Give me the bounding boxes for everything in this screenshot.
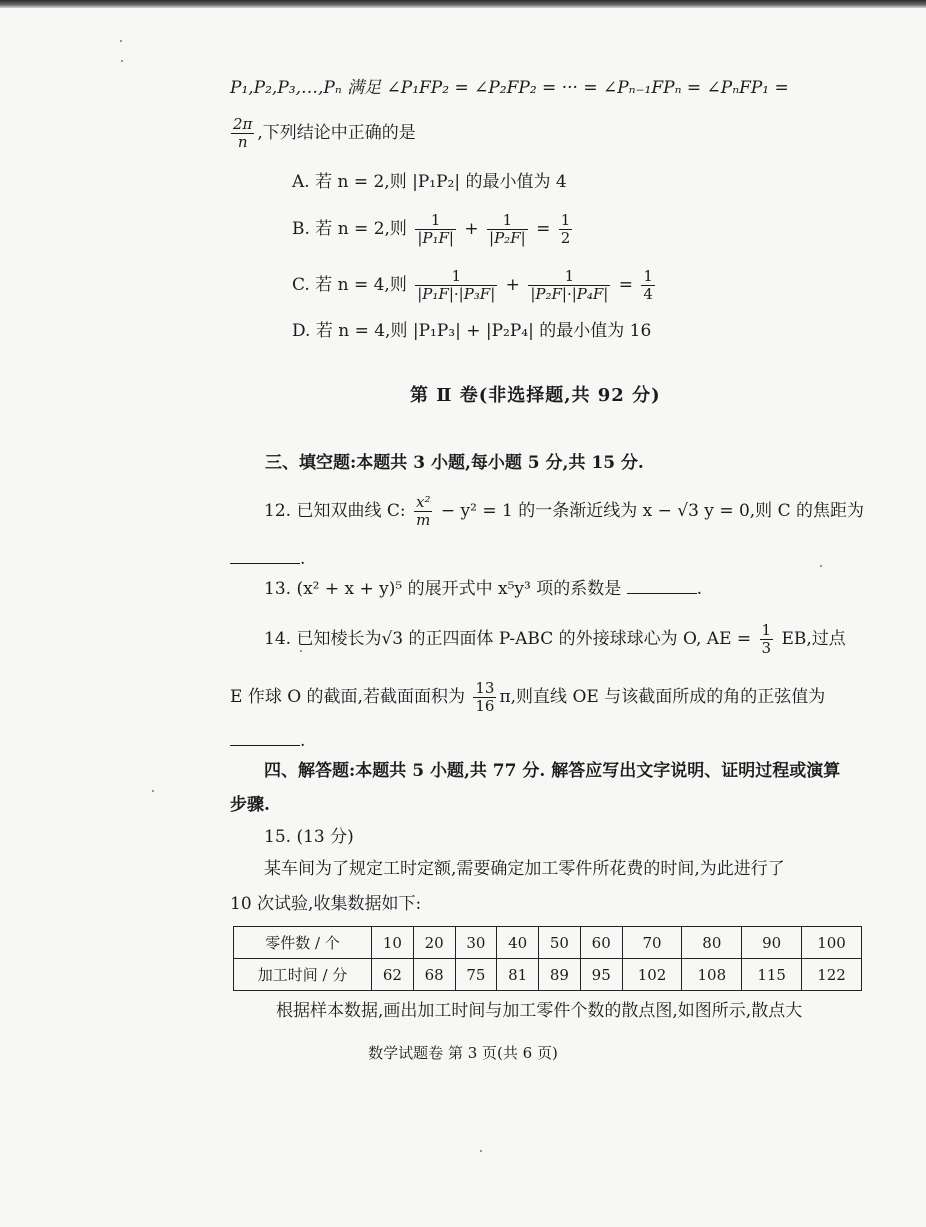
option-b-equals: = bbox=[536, 219, 551, 239]
fraction-denominator: n bbox=[237, 133, 248, 151]
q12-prefix: 12. 已知双曲线 C: bbox=[264, 501, 406, 521]
option-c-plus: + bbox=[505, 275, 520, 295]
table-row bbox=[234, 927, 862, 959]
q12-fraction bbox=[414, 494, 432, 529]
page-footer-text: 数学试题卷 第 3 页(共 6 页) bbox=[368, 1044, 558, 1062]
section4-heading bbox=[264, 760, 840, 782]
table-cell: 30 bbox=[455, 927, 497, 959]
section3-heading bbox=[265, 452, 644, 474]
answer-blank bbox=[230, 549, 300, 564]
q14-line2-prefix: E 作球 O 的截面,若截面面积为 bbox=[230, 687, 465, 707]
fraction-denominator: |P₂F|·|P₄F| bbox=[530, 285, 609, 303]
table-cell: 10 bbox=[372, 927, 414, 959]
scan-speck bbox=[152, 790, 154, 792]
table-cell: 81 bbox=[497, 959, 539, 991]
option-b-result bbox=[559, 212, 573, 247]
option-d-text: D. 若 n = 4,则 |P₁P₃| + |P₂P₄| 的最小值为 16 bbox=[292, 321, 652, 341]
option-c-equals: = bbox=[618, 275, 633, 295]
option-b-fraction-1 bbox=[415, 212, 456, 247]
option-a bbox=[292, 171, 567, 193]
problem11-question-tail: ,下列结论中正确的是 bbox=[257, 123, 416, 143]
fraction-numerator: 1 bbox=[415, 268, 497, 286]
q13-text: 13. (x² + x + y)⁵ 的展开式中 x⁵y³ 项的系数是 bbox=[264, 579, 622, 599]
scan-speck bbox=[820, 565, 822, 567]
fraction-numerator: 1 bbox=[761, 621, 772, 639]
part2-title bbox=[410, 385, 661, 407]
section3-heading-text: 三、填空题:本题共 3 小题,每小题 5 分,共 15 分. bbox=[265, 453, 644, 473]
q15-text-line2: 10 次试验,收集数据如下: bbox=[230, 894, 422, 914]
problem11-condition-line2 bbox=[228, 116, 416, 151]
fraction-denominator: 16 bbox=[475, 697, 495, 715]
fraction-numerator: 1 bbox=[487, 212, 528, 230]
option-c bbox=[292, 268, 658, 303]
fraction-numerator: 1 bbox=[560, 211, 571, 229]
q15-after-table-text: 根据样本数据,画出加工时间与加工零件个数的散点图,如图所示,散点大 bbox=[276, 1001, 803, 1021]
question-15-after-table bbox=[276, 1000, 802, 1022]
q15-text-line1: 某车间为了规定工时定额,需要确定加工零件所花费的时间,为此进行了 bbox=[264, 859, 785, 879]
q15-label-text: 15. (13 分) bbox=[264, 827, 354, 847]
scan-speck bbox=[121, 60, 123, 62]
fraction-denominator: |P₁F|·|P₃F| bbox=[417, 285, 496, 303]
table-row-header: 零件数 / 个 bbox=[234, 927, 372, 959]
fraction-denominator: 2 bbox=[560, 229, 571, 247]
answer-blank bbox=[627, 579, 697, 594]
table-cell: 70 bbox=[622, 927, 682, 959]
fraction-numerator: 2π bbox=[233, 115, 253, 133]
option-a-text: A. 若 n = 2,则 |P₁P₂| 的最小值为 4 bbox=[292, 172, 567, 192]
q12-text: − y² = 1 的一条渐近线为 x − √3 y = 0,则 C 的焦距为 bbox=[440, 501, 864, 521]
table-row-header: 加工时间 / 分 bbox=[234, 959, 372, 991]
question-14-line2 bbox=[230, 680, 825, 715]
table-cell: 90 bbox=[742, 927, 802, 959]
question-13 bbox=[264, 578, 702, 600]
fraction-numerator: 13 bbox=[475, 679, 495, 697]
fraction-denominator: 3 bbox=[761, 639, 772, 657]
option-b bbox=[292, 212, 575, 247]
fraction-numerator: 1 bbox=[528, 268, 610, 286]
scan-speck bbox=[300, 650, 302, 652]
data-table bbox=[233, 926, 862, 991]
table-cell: 89 bbox=[539, 959, 581, 991]
problem11-condition-text: P₁,P₂,P₃,…,Pₙ 满足 ∠P₁FP₂ = ∠P₂FP₂ = ··· = ∠Pₙ₋₁FPₙ = ∠PₙFP₁ = bbox=[230, 78, 789, 98]
table-cell: 75 bbox=[455, 959, 497, 991]
option-b-plus: + bbox=[464, 219, 479, 239]
scan-speck bbox=[480, 1150, 482, 1152]
q14-end: . bbox=[300, 731, 306, 751]
fraction-denominator: 4 bbox=[643, 285, 653, 303]
section4-heading-text: 四、解答题:本题共 5 小题,共 77 分. 解答应写出文字说明、证明过程或演算 bbox=[264, 761, 841, 781]
table-cell: 60 bbox=[580, 927, 622, 959]
q14-answer-line bbox=[230, 730, 305, 752]
option-c-fraction-1 bbox=[415, 268, 497, 303]
q12-answer-line bbox=[230, 548, 305, 570]
fraction-numerator: 1 bbox=[415, 212, 456, 230]
q14-line2-text: π,则直线 OE 与该截面所成的角的正弦值为 bbox=[499, 687, 826, 707]
problem11-angle-fraction bbox=[231, 116, 254, 151]
fraction-denominator: |P₂F| bbox=[489, 229, 526, 247]
section4-heading-text2: 步骤. bbox=[230, 795, 270, 815]
option-c-result bbox=[641, 268, 655, 303]
table-cell: 62 bbox=[372, 959, 414, 991]
scan-top-edge bbox=[0, 0, 926, 8]
answer-blank bbox=[230, 731, 300, 746]
q14-text: EB,过点 bbox=[781, 629, 846, 649]
table-cell: 100 bbox=[802, 927, 862, 959]
table-cell: 95 bbox=[580, 959, 622, 991]
table-row bbox=[234, 959, 862, 991]
problem11-condition-line bbox=[230, 77, 789, 99]
option-c-prefix: C. 若 n = 4,则 bbox=[292, 275, 407, 295]
table-cell: 40 bbox=[497, 927, 539, 959]
question-15-text bbox=[264, 858, 785, 880]
option-b-fraction-2 bbox=[487, 212, 528, 247]
table-cell: 102 bbox=[622, 959, 682, 991]
page-footer bbox=[0, 1042, 926, 1063]
q14-area-fraction bbox=[473, 680, 496, 715]
table-cell: 80 bbox=[682, 927, 742, 959]
q14-fraction bbox=[760, 622, 774, 657]
table-cell: 122 bbox=[802, 959, 862, 991]
option-d bbox=[292, 320, 651, 342]
scan-speck bbox=[120, 40, 122, 42]
table-cell: 108 bbox=[682, 959, 742, 991]
table-cell: 20 bbox=[413, 927, 455, 959]
table-cell: 50 bbox=[539, 927, 581, 959]
option-c-fraction-2 bbox=[528, 268, 610, 303]
fraction-numerator: 1 bbox=[643, 267, 653, 285]
section4-heading-line2 bbox=[230, 794, 270, 816]
fraction-denominator: m bbox=[416, 511, 431, 529]
fraction-numerator: x² bbox=[415, 493, 431, 511]
fraction-denominator: |P₁F| bbox=[417, 229, 454, 247]
question-15-text2 bbox=[230, 893, 421, 915]
question-12 bbox=[264, 494, 864, 529]
question-15-label bbox=[264, 826, 354, 848]
table-cell: 115 bbox=[742, 959, 802, 991]
q14-prefix: 14. 已知棱长为√3 的正四面体 P-ABC 的外接球球心为 O, AE = bbox=[264, 629, 752, 649]
table-cell: 68 bbox=[413, 959, 455, 991]
q13-end: . bbox=[696, 579, 703, 599]
question-14 bbox=[264, 622, 846, 657]
option-b-prefix: B. 若 n = 2,则 bbox=[292, 219, 407, 239]
q12-end: . bbox=[300, 549, 306, 569]
part2-title-text: 第 Ⅱ 卷(非选择题,共 92 分) bbox=[410, 385, 661, 406]
